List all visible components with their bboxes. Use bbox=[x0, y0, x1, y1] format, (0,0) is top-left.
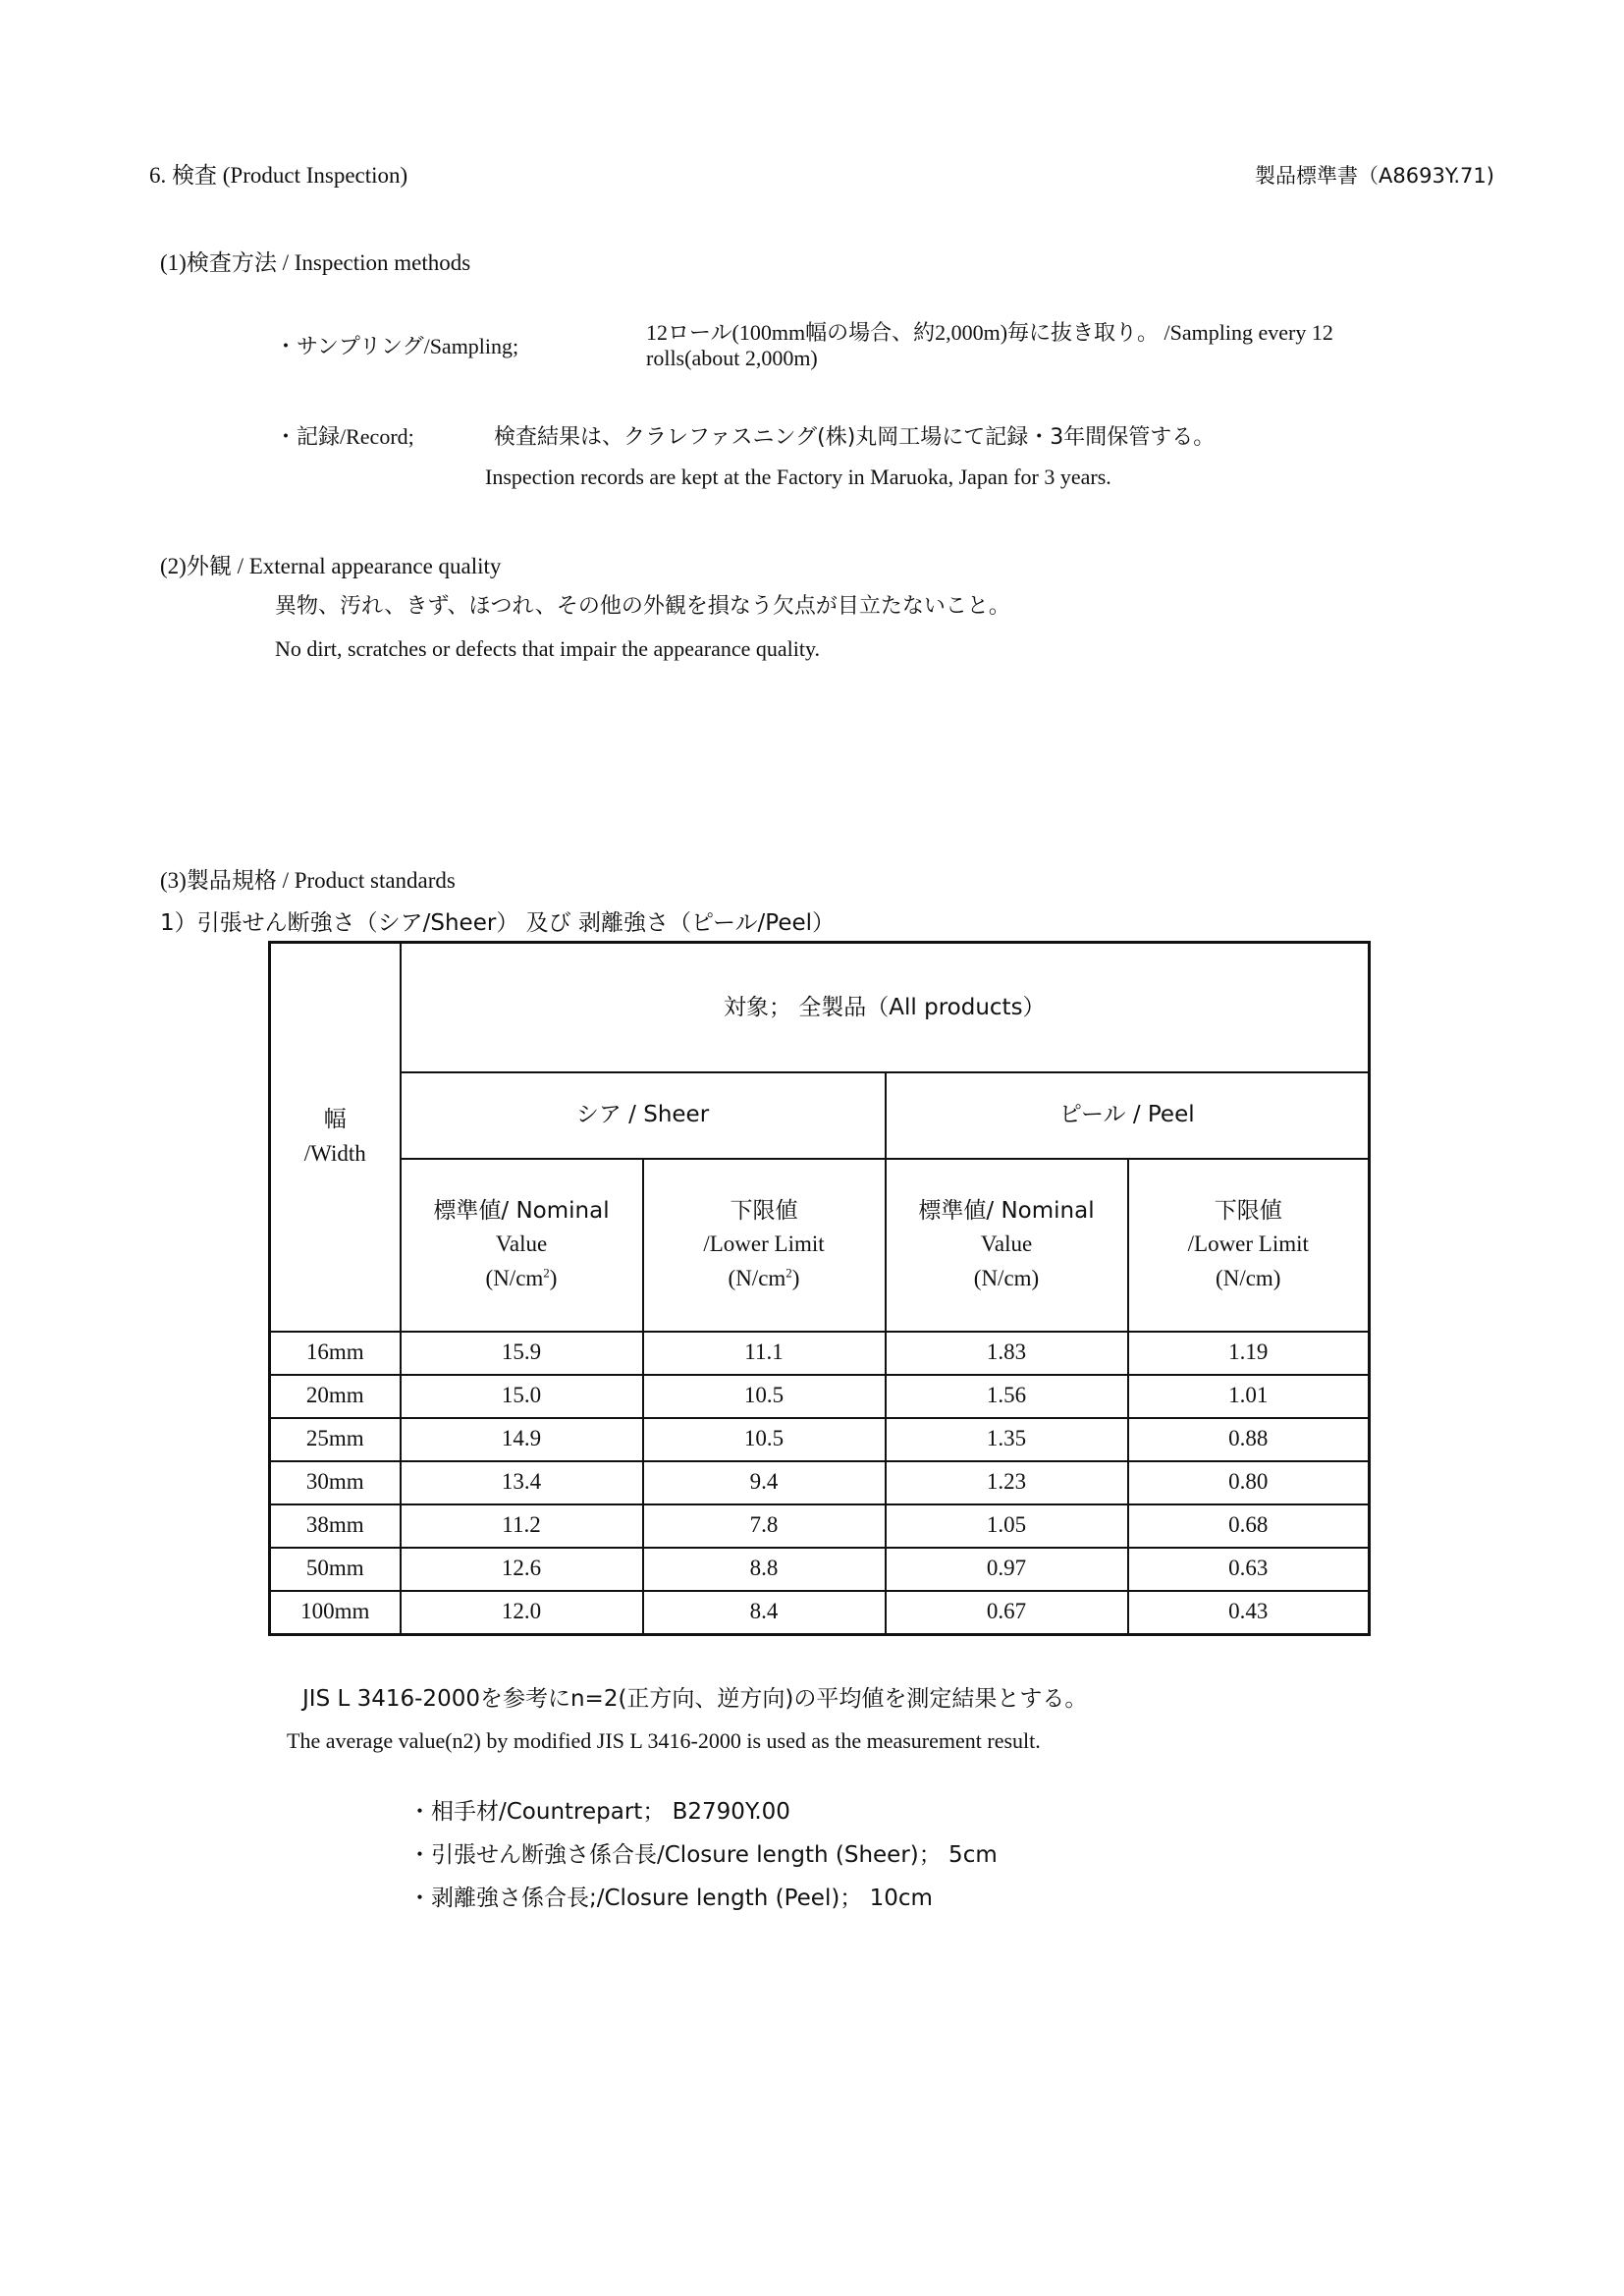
peel-unit: (N/cm) bbox=[973, 1265, 1040, 1290]
cell-sheer-lower: 8.8 bbox=[643, 1548, 886, 1591]
sheer-lower-unit: $(N/cm^2)$ bbox=[728, 1265, 800, 1290]
table-row bbox=[270, 1591, 1370, 1635]
cell-sheer-nominal: 12.6 bbox=[401, 1548, 643, 1591]
sampling-text-line2: rolls(about 2,000m) bbox=[646, 346, 818, 370]
cell-peel-nominal: 0.67 bbox=[886, 1591, 1128, 1635]
cell-peel-nominal: 1.35 bbox=[886, 1418, 1128, 1461]
cell-peel-lower: 0.63 bbox=[1128, 1548, 1370, 1591]
cell-peel-nominal: 1.05 bbox=[886, 1504, 1128, 1548]
cell-width: 50mm bbox=[270, 1548, 401, 1591]
peel-lower-header bbox=[1128, 1159, 1370, 1332]
counterpart-note: ・相手材/Countrepart； B2790Y.00 bbox=[408, 1799, 790, 1825]
sheer-header-text: シア / Sheer bbox=[575, 1102, 710, 1128]
cell-sheer-nominal: 15.0 bbox=[401, 1375, 643, 1418]
record-text-jp: 検査結果は、クラレファスニング(株)丸岡工場にて記録・3年間保管する。 bbox=[494, 425, 1216, 450]
width-header bbox=[270, 943, 401, 1332]
cell-sheer-lower: 10.5 bbox=[643, 1418, 886, 1461]
cell-peel-lower: 0.68 bbox=[1128, 1504, 1370, 1548]
width-header-jp: 幅 bbox=[323, 1107, 347, 1133]
closure-sheer-note: ・引張せん断強さ係合長/Closure length (Sheer)； 5cm bbox=[408, 1842, 998, 1868]
peel-nominal-label-2: Value bbox=[980, 1231, 1033, 1257]
peel-header bbox=[886, 1072, 1370, 1159]
sheer-unit: $(N/cm^2)$ bbox=[485, 1265, 558, 1290]
target-header bbox=[401, 943, 1370, 1072]
cell-sheer-lower: 9.4 bbox=[643, 1461, 886, 1504]
sampling-text-line1: 12ロール(100mm幅の場合、約2,000m)毎に抜き取り。 /Sampling every 12 bbox=[646, 320, 1333, 345]
record-text-en: Inspection records are kept at the Factory in Maruoka, Japan for 3 years. bbox=[485, 465, 1111, 489]
width-header-en: /Width bbox=[303, 1140, 366, 1166]
cell-sheer-nominal: 14.9 bbox=[401, 1418, 643, 1461]
cell-peel-nominal: 1.83 bbox=[886, 1332, 1128, 1375]
cell-width: 38mm bbox=[270, 1504, 401, 1548]
cell-peel-nominal: 1.56 bbox=[886, 1375, 1128, 1418]
appearance-text-jp: 異物、汚れ、きず、ほつれ、その他の外観を損なう欠点が目立たないこと。 bbox=[275, 594, 1010, 619]
section-title: 6. 検査 (Product Inspection) bbox=[149, 163, 408, 188]
target-header-text: 対象； 全製品（All products） bbox=[723, 994, 1046, 1020]
cell-peel-nominal: 1.23 bbox=[886, 1461, 1128, 1504]
inspection-methods-heading: (1)検査方法 / Inspection methods bbox=[160, 250, 471, 275]
table-row bbox=[270, 1461, 1370, 1504]
cell-peel-lower: 1.01 bbox=[1128, 1375, 1370, 1418]
strength-table bbox=[268, 941, 1371, 1636]
cell-peel-nominal: 0.97 bbox=[886, 1548, 1128, 1591]
peel-lower-label-2: /Lower Limit bbox=[1187, 1231, 1309, 1257]
cell-peel-lower: 0.43 bbox=[1128, 1591, 1370, 1635]
table-row bbox=[270, 1332, 1370, 1375]
cell-width: 16mm bbox=[270, 1332, 401, 1375]
record-label: ・記録/Record; bbox=[275, 424, 414, 449]
cell-sheer-nominal: 15.9 bbox=[401, 1332, 643, 1375]
strength-subheading: 1）引張せん断強さ（シア/Sheer） 及び 剥離強さ（ピール/Peel） bbox=[160, 910, 836, 936]
cell-width: 100mm bbox=[270, 1591, 401, 1635]
appearance-heading: (2)外観 / External appearance quality bbox=[160, 554, 502, 578]
table-row bbox=[270, 1548, 1370, 1591]
lower-label-2: /Lower Limit bbox=[703, 1231, 825, 1257]
peel-header-text: ピール / Peel bbox=[1058, 1102, 1195, 1128]
document-reference: 製品標準書（A8693Y.71) bbox=[1255, 164, 1494, 188]
nominal-label-2: Value bbox=[495, 1231, 548, 1257]
cell-width: 30mm bbox=[270, 1461, 401, 1504]
jis-note-jp: JIS L 3416-2000を参考にn=2(正方向、逆方向)の平均値を測定結果とする。 bbox=[302, 1686, 1088, 1712]
cell-sheer-lower: 11.1 bbox=[643, 1332, 886, 1375]
nominal-label-1: 標準値/ Nominal bbox=[433, 1197, 610, 1224]
peel-nominal-header bbox=[886, 1159, 1128, 1332]
table-row bbox=[270, 1418, 1370, 1461]
sheer-header bbox=[401, 1072, 886, 1159]
cell-sheer-lower: 8.4 bbox=[643, 1591, 886, 1635]
peel-lower-label-1: 下限値 bbox=[1214, 1197, 1282, 1224]
cell-peel-lower: 0.80 bbox=[1128, 1461, 1370, 1504]
sampling-label: ・サンプリング/Sampling; bbox=[275, 334, 519, 358]
cell-sheer-lower: 10.5 bbox=[643, 1375, 886, 1418]
appearance-text-en: No dirt, scratches or defects that impair the appearance quality. bbox=[275, 636, 821, 661]
cell-sheer-nominal: 11.2 bbox=[401, 1504, 643, 1548]
cell-width: 20mm bbox=[270, 1375, 401, 1418]
product-standards-heading: (3)製品規格 / Product standards bbox=[160, 868, 456, 893]
table-row bbox=[270, 1504, 1370, 1548]
lower-label-1: 下限値 bbox=[730, 1197, 798, 1224]
cell-peel-lower: 0.88 bbox=[1128, 1418, 1370, 1461]
peel-nominal-label-1: 標準値/ Nominal bbox=[918, 1197, 1095, 1224]
sheer-lower-header bbox=[643, 1159, 886, 1332]
table-row bbox=[270, 1375, 1370, 1418]
cell-sheer-lower: 7.8 bbox=[643, 1504, 886, 1548]
cell-sheer-nominal: 13.4 bbox=[401, 1461, 643, 1504]
sheer-nominal-header bbox=[401, 1159, 643, 1332]
peel-lower-unit: (N/cm) bbox=[1216, 1265, 1281, 1290]
cell-sheer-nominal: 12.0 bbox=[401, 1591, 643, 1635]
cell-width: 25mm bbox=[270, 1418, 401, 1461]
cell-peel-lower: 1.19 bbox=[1128, 1332, 1370, 1375]
jis-note-en: The average value(n2) by modified JIS L 3416-2000 is used as the measurement result. bbox=[287, 1728, 1041, 1753]
closure-peel-note: ・剥離強さ係合長;/Closure length (Peel)； 10cm bbox=[408, 1886, 933, 1911]
